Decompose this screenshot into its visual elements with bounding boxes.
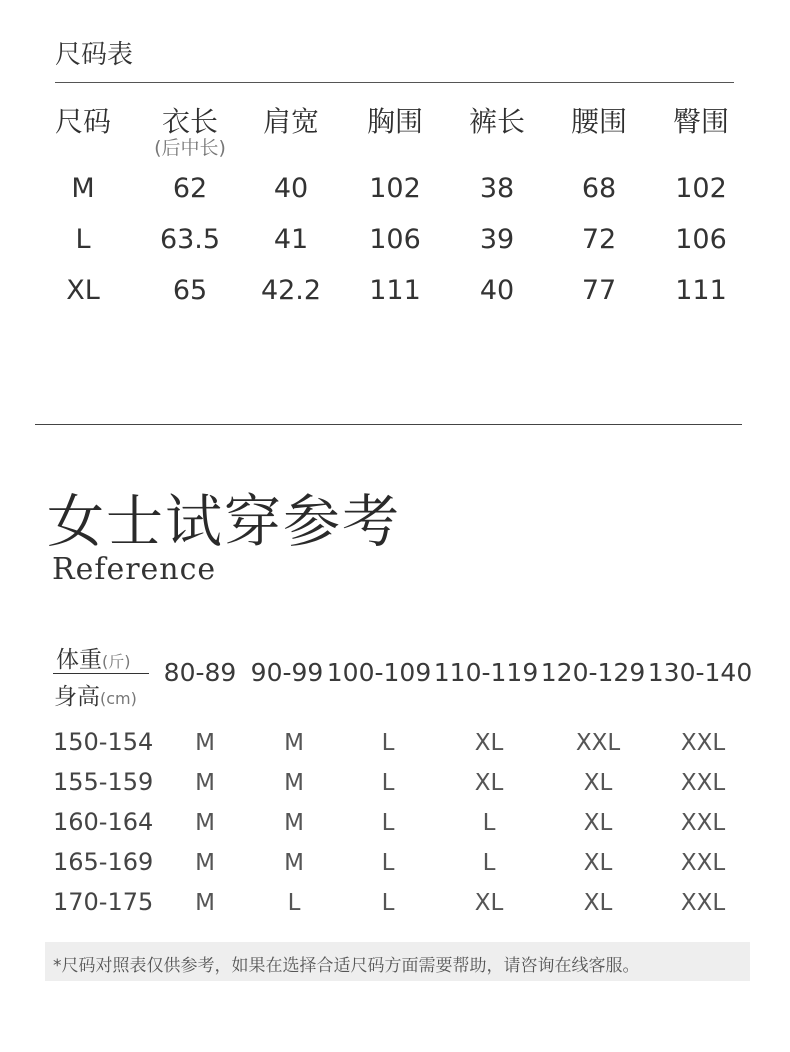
cell: 68 bbox=[581, 173, 617, 204]
size-cell: M bbox=[284, 850, 304, 876]
size-cell: XL bbox=[583, 850, 613, 876]
header-hip: 臀围 bbox=[672, 105, 729, 138]
cell: 38 bbox=[479, 173, 515, 204]
cell: 63.5 bbox=[159, 224, 221, 255]
weight-col-header: 130-140 bbox=[647, 658, 753, 687]
weight-label: 体重 bbox=[56, 647, 102, 673]
cell: 40 bbox=[273, 173, 309, 204]
height-range: 170-175 bbox=[53, 888, 154, 916]
cell: XL bbox=[66, 275, 100, 306]
size-cell: XL bbox=[474, 730, 504, 756]
cell: 40 bbox=[479, 275, 515, 306]
weight-col-header: 100-109 bbox=[326, 658, 432, 687]
height-range: 150-154 bbox=[53, 728, 154, 756]
size-chart-title-divider bbox=[55, 82, 734, 83]
size-cell: XXL bbox=[680, 730, 726, 756]
header-length: 衣长 bbox=[161, 105, 218, 138]
cell: 77 bbox=[581, 275, 617, 306]
size-cell: XXL bbox=[680, 770, 726, 796]
header-diagonal-rule bbox=[53, 673, 149, 674]
size-cell: M bbox=[195, 890, 215, 916]
size-cell: XXL bbox=[680, 810, 726, 836]
size-cell: M bbox=[195, 810, 215, 836]
cell: M bbox=[71, 173, 95, 204]
cell: 39 bbox=[479, 224, 515, 255]
height-range: 155-159 bbox=[53, 768, 154, 796]
height-range: 160-164 bbox=[53, 808, 154, 836]
size-cell: XL bbox=[474, 770, 504, 796]
cell: 41 bbox=[273, 224, 309, 255]
size-cell: XXL bbox=[575, 730, 621, 756]
cell: 106 bbox=[369, 224, 421, 255]
cell: 106 bbox=[675, 224, 727, 255]
disclaimer-text: *尺码对照表仅供参考，如果在选择合适尺码方面需要帮助，请咨询在线客服。 bbox=[53, 956, 640, 976]
size-cell: M bbox=[284, 810, 304, 836]
height-label: 身高 bbox=[54, 684, 100, 710]
header-waist: 腰围 bbox=[570, 105, 627, 138]
size-cell: XL bbox=[583, 810, 613, 836]
cell: L bbox=[75, 224, 91, 255]
height-range: 165-169 bbox=[53, 848, 154, 876]
cell: 111 bbox=[675, 275, 727, 306]
size-cell: M bbox=[195, 770, 215, 796]
weight-col-header: 80-89 bbox=[163, 658, 237, 687]
header-size: 尺码 bbox=[54, 105, 111, 138]
cell: 72 bbox=[581, 224, 617, 255]
weight-axis-label bbox=[56, 641, 131, 674]
reference-title: 女士试穿参考 bbox=[47, 489, 401, 555]
weight-col-header: 120-129 bbox=[540, 658, 646, 687]
size-cell: L bbox=[482, 810, 496, 836]
size-cell: XXL bbox=[680, 850, 726, 876]
size-cell: L bbox=[381, 850, 395, 876]
size-cell: L bbox=[381, 730, 395, 756]
weight-col-header: 90-99 bbox=[250, 658, 324, 687]
header-length-note: (后中长) bbox=[154, 137, 226, 159]
size-cell: L bbox=[381, 770, 395, 796]
cell: 102 bbox=[369, 173, 421, 204]
reference-subtitle: Reference bbox=[52, 552, 217, 587]
height-axis-label bbox=[54, 678, 137, 711]
size-cell: L bbox=[381, 810, 395, 836]
header-chest: 胸围 bbox=[366, 105, 423, 138]
section-divider bbox=[35, 424, 742, 425]
size-cell: XL bbox=[583, 770, 613, 796]
header-shoulder: 肩宽 bbox=[262, 105, 319, 138]
size-cell: M bbox=[284, 770, 304, 796]
cell: 111 bbox=[369, 275, 421, 306]
weight-unit: (斤) bbox=[102, 652, 131, 671]
weight-col-header: 110-119 bbox=[433, 658, 539, 687]
size-cell: M bbox=[195, 850, 215, 876]
size-cell: XL bbox=[474, 890, 504, 916]
size-chart-title: 尺码表 bbox=[55, 40, 134, 70]
size-cell: M bbox=[195, 730, 215, 756]
height-unit: (cm) bbox=[100, 689, 137, 708]
cell: 42.2 bbox=[260, 275, 322, 306]
header-pants-length: 裤长 bbox=[468, 105, 525, 138]
size-cell: XL bbox=[583, 890, 613, 916]
size-cell: L bbox=[287, 890, 301, 916]
size-cell: L bbox=[482, 850, 496, 876]
cell: 65 bbox=[172, 275, 208, 306]
size-cell: XXL bbox=[680, 890, 726, 916]
cell: 102 bbox=[675, 173, 727, 204]
size-cell: M bbox=[284, 730, 304, 756]
cell: 62 bbox=[172, 173, 208, 204]
size-cell: L bbox=[381, 890, 395, 916]
